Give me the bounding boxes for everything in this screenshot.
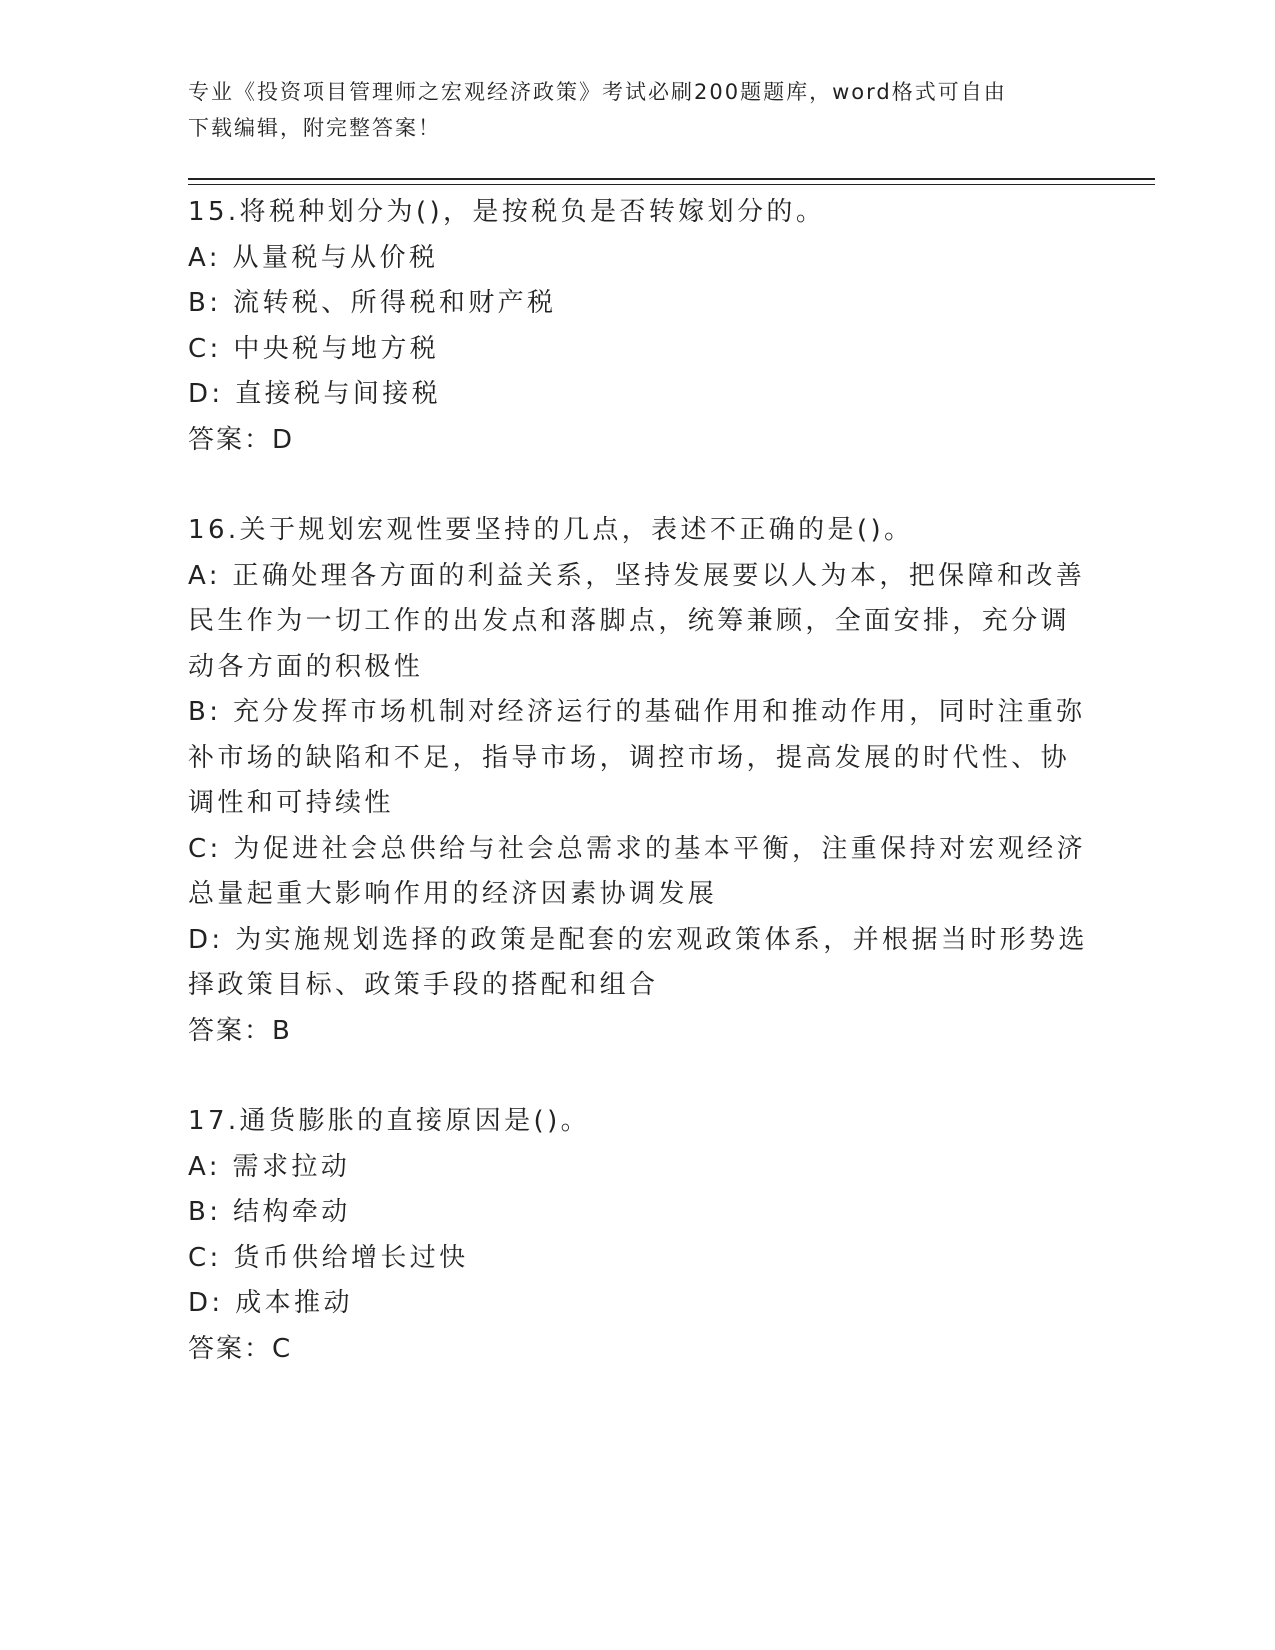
option-b <box>188 281 1088 327</box>
option-a <box>188 1145 1088 1191</box>
option-b <box>188 1190 1088 1236</box>
option-line: C: 为促进社会总供给与社会总需求的基本平衡，注重保持对宏观经济 <box>188 833 1086 864</box>
option-line: B: 充分发挥市场机制对经济运行的基础作用和推动作用，同时注重弥 <box>188 697 1086 727</box>
option-c <box>188 1236 1088 1282</box>
option-c <box>188 327 1088 373</box>
question-stem: 15.将税种划分为()，是按税负是否转嫁划分的。 <box>188 197 826 227</box>
option-c <box>188 827 1088 918</box>
option-d <box>188 918 1088 1009</box>
option-line: 民生作为一切工作的出发点和落脚点，统筹兼顾，全面安排，充分调 <box>188 606 1071 636</box>
question-17 <box>188 1099 1088 1372</box>
option-line: 总量起重大影响作用的经济因素协调发展 <box>188 879 718 909</box>
option-line: B: 结构牵动 <box>188 1197 351 1227</box>
option-line: D: 为实施规划选择的政策是配套的宏观政策体系，并根据当时形势选 <box>188 924 1088 955</box>
question-list <box>188 190 1088 1372</box>
option-line: B: 流转税、所得税和财产税 <box>188 288 557 318</box>
option-line: C: 中央税与地方税 <box>188 333 440 364</box>
option-line: 调性和可持续性 <box>188 788 394 818</box>
header-line-2: 下载编辑，附完整答案！ <box>188 116 441 140</box>
question-15 <box>188 190 1088 463</box>
option-line: D: 直接税与间接税 <box>188 379 442 409</box>
question-stem: 16.关于规划宏观性要坚持的几点，表述不正确的是()。 <box>188 515 914 545</box>
option-line: D: 成本推动 <box>188 1288 353 1318</box>
question-16 <box>188 508 1088 1054</box>
option-d <box>188 372 1088 418</box>
option-a <box>188 554 1088 691</box>
option-b <box>188 690 1088 827</box>
answer-label: 答案：D <box>188 424 295 455</box>
answer-label: 答案：C <box>188 1333 293 1364</box>
option-line: 择政策目标、政策手段的搭配和组合 <box>188 970 659 1000</box>
option-line: A: 从量税与从价税 <box>188 242 439 273</box>
option-line: A: 正确处理各方面的利益关系，坚持发展要以人为本，把保障和改善 <box>188 560 1086 591</box>
header-divider-thick <box>188 178 1155 180</box>
question-stem: 17.通货膨胀的直接原因是()。 <box>188 1106 591 1136</box>
header-divider-thin <box>188 184 1155 185</box>
header-line-1: 专业《投资项目管理师之宏观经济政策》考试必刷200题题库，word格式可自由 <box>188 80 1007 104</box>
answer-label: 答案：B <box>188 1015 292 1046</box>
option-line: A: 需求拉动 <box>188 1151 351 1182</box>
option-line: 动各方面的积极性 <box>188 651 424 682</box>
option-line: C: 货币供给增长过快 <box>188 1242 469 1273</box>
option-line: 补市场的缺陷和不足，指导市场，调控市场，提高发展的时代性、协 <box>188 742 1071 773</box>
document-header <box>188 74 1088 146</box>
option-d <box>188 1281 1088 1327</box>
option-a <box>188 236 1088 282</box>
